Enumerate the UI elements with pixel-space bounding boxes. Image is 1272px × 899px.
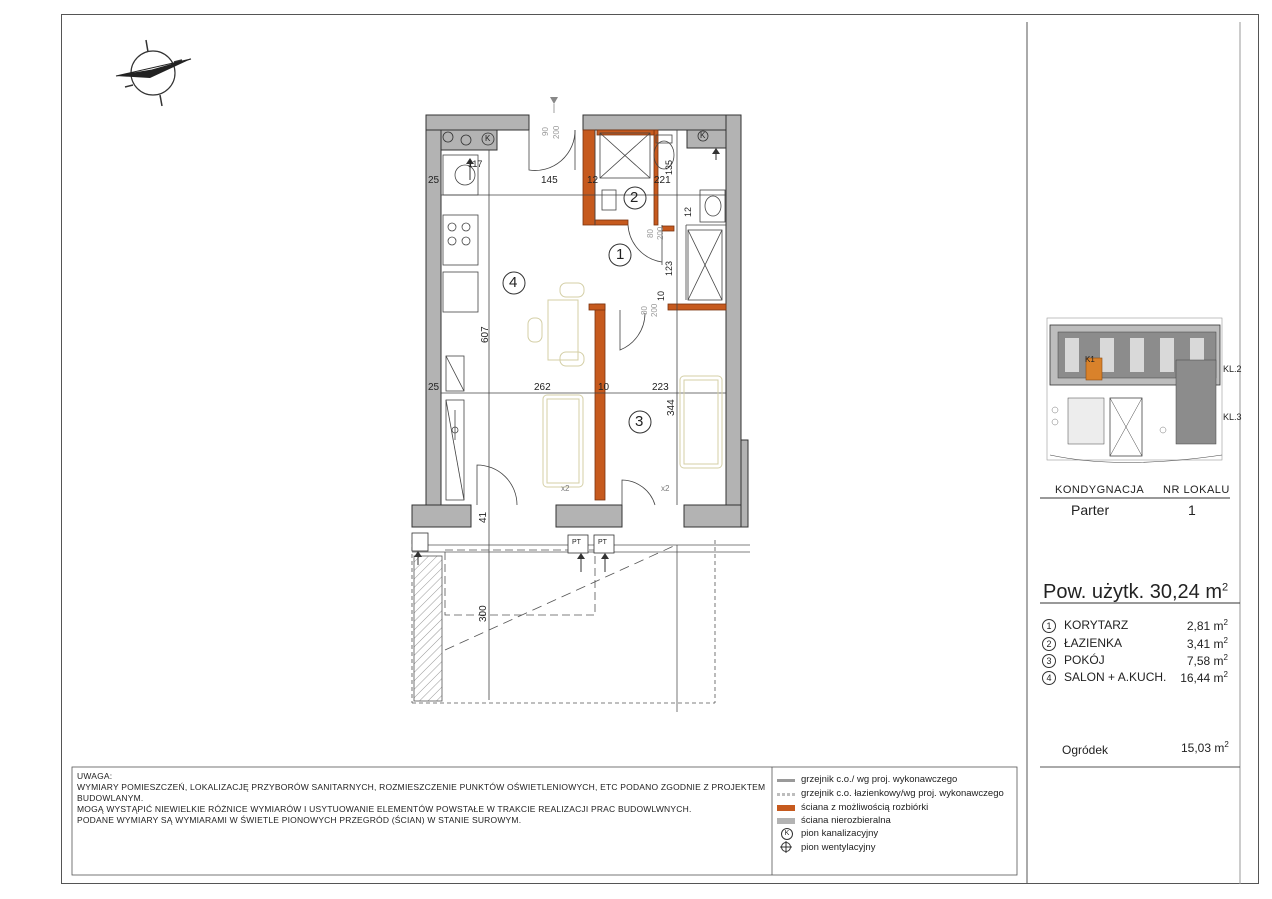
- door-dim-label: 80: [646, 229, 655, 238]
- dim-label: 607: [480, 326, 491, 343]
- nr-lokalu-value: 1: [1188, 502, 1196, 518]
- keyplan-kl2: KL.2: [1223, 364, 1242, 374]
- room-number-3: 3: [635, 413, 644, 430]
- site-key-plan: [1047, 318, 1222, 463]
- dim-label: 223: [652, 382, 669, 393]
- dim-label: 123: [664, 260, 674, 276]
- structural-wall-swatch: [777, 818, 795, 824]
- nr-lokalu-header: NR LOKALU: [1163, 484, 1230, 496]
- room-number-circle: 4: [1042, 671, 1056, 685]
- notes-line: WYMIARY POMIESZCZEŃ, LOKALIZACJĘ PRZYBORÓW SANITARNYCH, ROZMIESZCZENIE PUNKTÓW OŚWIETLENIOWYCH, ETC PODANO ZGODNIE Z PROJEKTEM: [77, 782, 766, 792]
- dim-label: 10: [656, 290, 666, 301]
- keyplan-k1: K1: [1085, 355, 1095, 364]
- room-row-pokoj: 3 POKÓJ 7,58 $m^2$: [1042, 653, 1242, 671]
- dim-label: 221: [654, 175, 671, 186]
- vent-cross-icon: [780, 841, 792, 853]
- room-number-1: 1: [616, 246, 625, 263]
- room-number-circle: 2: [1042, 637, 1056, 651]
- dim-label: 135: [664, 159, 674, 175]
- dim-label: 41: [478, 511, 489, 523]
- room-number-circle: 1: [1042, 619, 1056, 633]
- bath-radiator-swatch: [777, 793, 795, 796]
- radiator-count-label: x2: [561, 484, 570, 493]
- pt-label: PT: [598, 539, 607, 546]
- demolishable-wall-swatch: [777, 805, 795, 811]
- dim-label: 25: [428, 175, 440, 186]
- garden-area: 15,03 $m^2$: [1181, 740, 1229, 755]
- room-row-korytarz: 1 KORYTARZ 2,81 $m^2$: [1042, 618, 1242, 636]
- kondygnacja-header: KONDYGNACJA: [1055, 484, 1145, 496]
- room-row-lazienka: 2 ŁAZIENKA 3,41 $m^2$: [1042, 636, 1242, 654]
- k-circle-icon: K: [781, 828, 793, 840]
- sewer-riser-symbol: K: [485, 134, 491, 143]
- notes-line: MOGĄ WYSTĄPIĆ NIEWIELKIE RÓŻNICE WYMIARÓW I USYTUOWANIE ELEMENTÓW POWSTAŁE W TRAKCIE REALIZACJI PRAC BUDOWLWNYCH.: [77, 804, 692, 814]
- garden-label: Ogródek: [1062, 743, 1109, 757]
- dim-label: 262: [534, 382, 551, 393]
- dim-label: 12: [683, 206, 693, 217]
- dim-label: 25: [428, 382, 440, 393]
- radiator-swatch: [777, 779, 795, 782]
- dim-label: 12: [587, 175, 599, 186]
- door-dim-label: 200: [552, 125, 561, 139]
- notes-line: PODANE WYMIARY SĄ WYMIARAMI W ŚWIETLE PIONOWYCH PRZEGRÓD (ŚCIAN) W STANIE SUROWYM.: [77, 815, 522, 825]
- door-dim-label: 200: [656, 226, 665, 240]
- room-row-salon: 4 SALON + A.KUCH. 16,44 $m^2$: [1042, 670, 1242, 688]
- dim-label: 117: [468, 159, 483, 169]
- door-dim-label: 80: [640, 306, 649, 315]
- pt-label: PT: [572, 539, 581, 546]
- door-dim-label: 200: [650, 303, 659, 317]
- door-dim-label: 90: [541, 127, 550, 136]
- room-number-2: 2: [630, 189, 639, 206]
- dim-label: 145: [541, 175, 558, 186]
- room-number-circle: 3: [1042, 654, 1056, 668]
- usable-area-total: Pow. użytk. 30,24 $m^2$: [1043, 581, 1229, 603]
- dim-label: 300: [478, 605, 489, 622]
- sewer-riser-symbol: K: [700, 131, 706, 140]
- radiator-count-label: x2: [661, 484, 670, 493]
- dim-label: 10: [598, 382, 610, 393]
- notes-line: BUDOWLANYM.: [77, 793, 144, 803]
- notes-title: UWAGA:: [77, 771, 113, 781]
- keyplan-kl3: KL.3: [1223, 412, 1242, 422]
- north-arrow-icon: [116, 40, 191, 106]
- dim-label: 344: [666, 399, 677, 416]
- room-number-4: 4: [509, 274, 518, 291]
- kondygnacja-value: Parter: [1071, 502, 1110, 518]
